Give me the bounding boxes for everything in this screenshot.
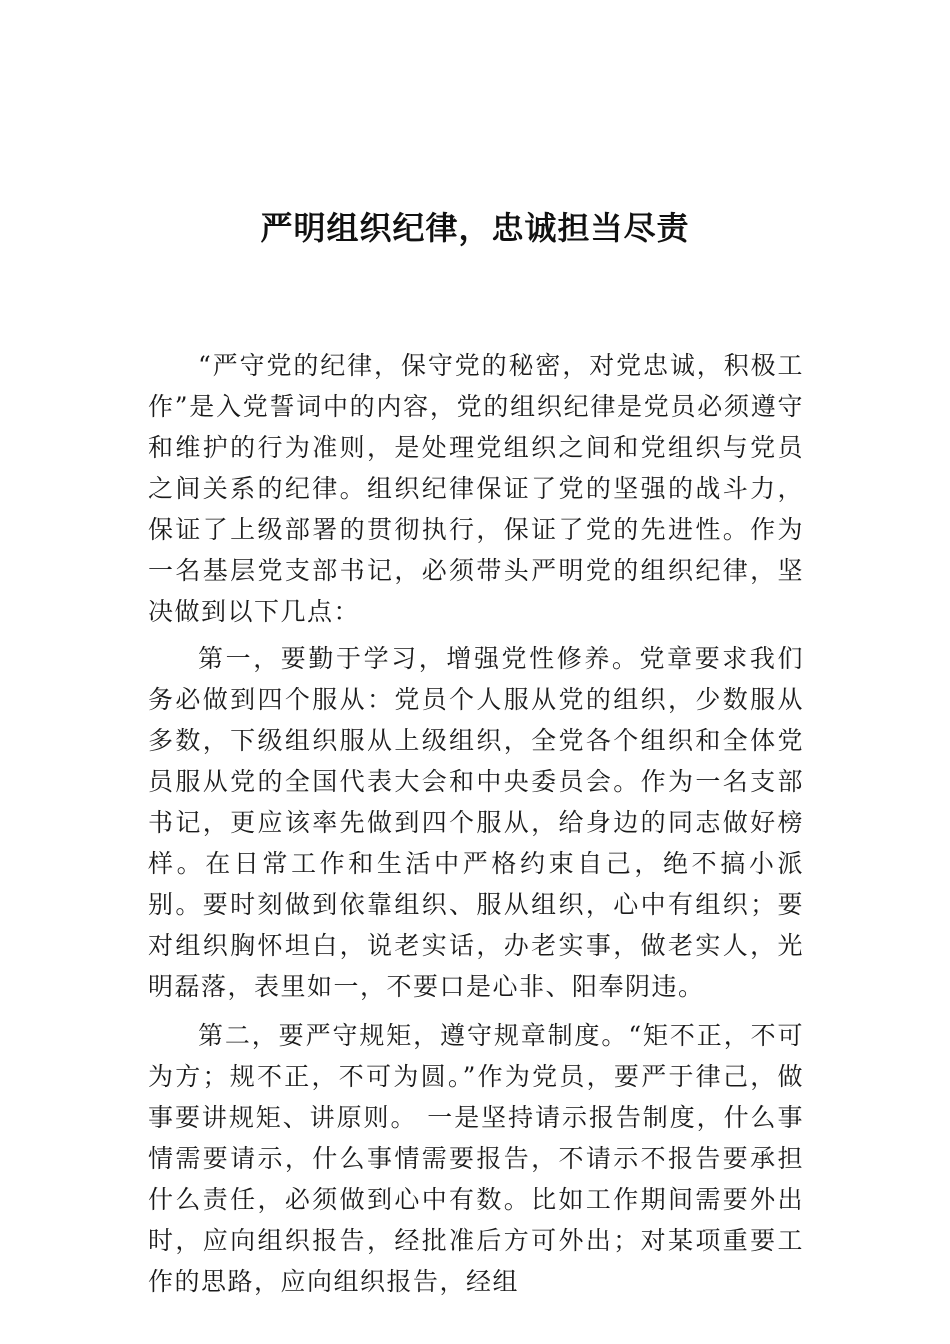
- paragraph-second-point: 第二，要严守规矩，遵守规章制度。“矩不正，不可为方；规不正，不可为圆。”作为党员，要严于律己，做事要讲规矩、讲原则。 一是坚持请示报告制度，什么事情需要请示，什么事情需要报告，不请示不报告要承担什么责任，必须做到心中有数。比如工作期间需要外出时，应向组织报告，经批准后方可外出；对某项重要工作的思路，应向组织报告，经组: [148, 1021, 804, 1296]
- paragraph-intro: “严守党的纪律，保守党的秘密，对党忠诚，积极工作”是入党誓词中的内容，党的组织纪律是党员必须遵守和维护的行为准则，是处理党组织之间和党组织与党员之间关系的纪律。组织纪律保证了党的坚强的战斗力，保证了上级部署的贯彻执行，保证了党的先进性。作为一名基层党支部书记，必须带头严明党的组织纪律，坚决做到以下几点：: [148, 351, 804, 626]
- document-title: 严明组织纪律，忠诚担当尽责: [260, 209, 690, 248]
- document-body: [148, 345, 804, 1302]
- paragraph-first-point: 第一，要勤于学习，增强党性修养。党章要求我们务必做到四个服从：党员个人服从党的组织，少数服从多数，下级组织服从上级组织，全党各个组织和全体党员服从党的全国代表大会和中央委员会。作为一名支部书记，更应该率先做到四个服从，给身边的同志做好榜样。在日常工作和生活中严格约束自己，绝不搞小派别。要时刻做到依靠组织、服从组织，心中有组织；要对组织胸怀坦白，说老实话，办老实事，做老实人，光明磊落，表里如一，不要口是心非、阳奉阴违。: [148, 644, 804, 1001]
